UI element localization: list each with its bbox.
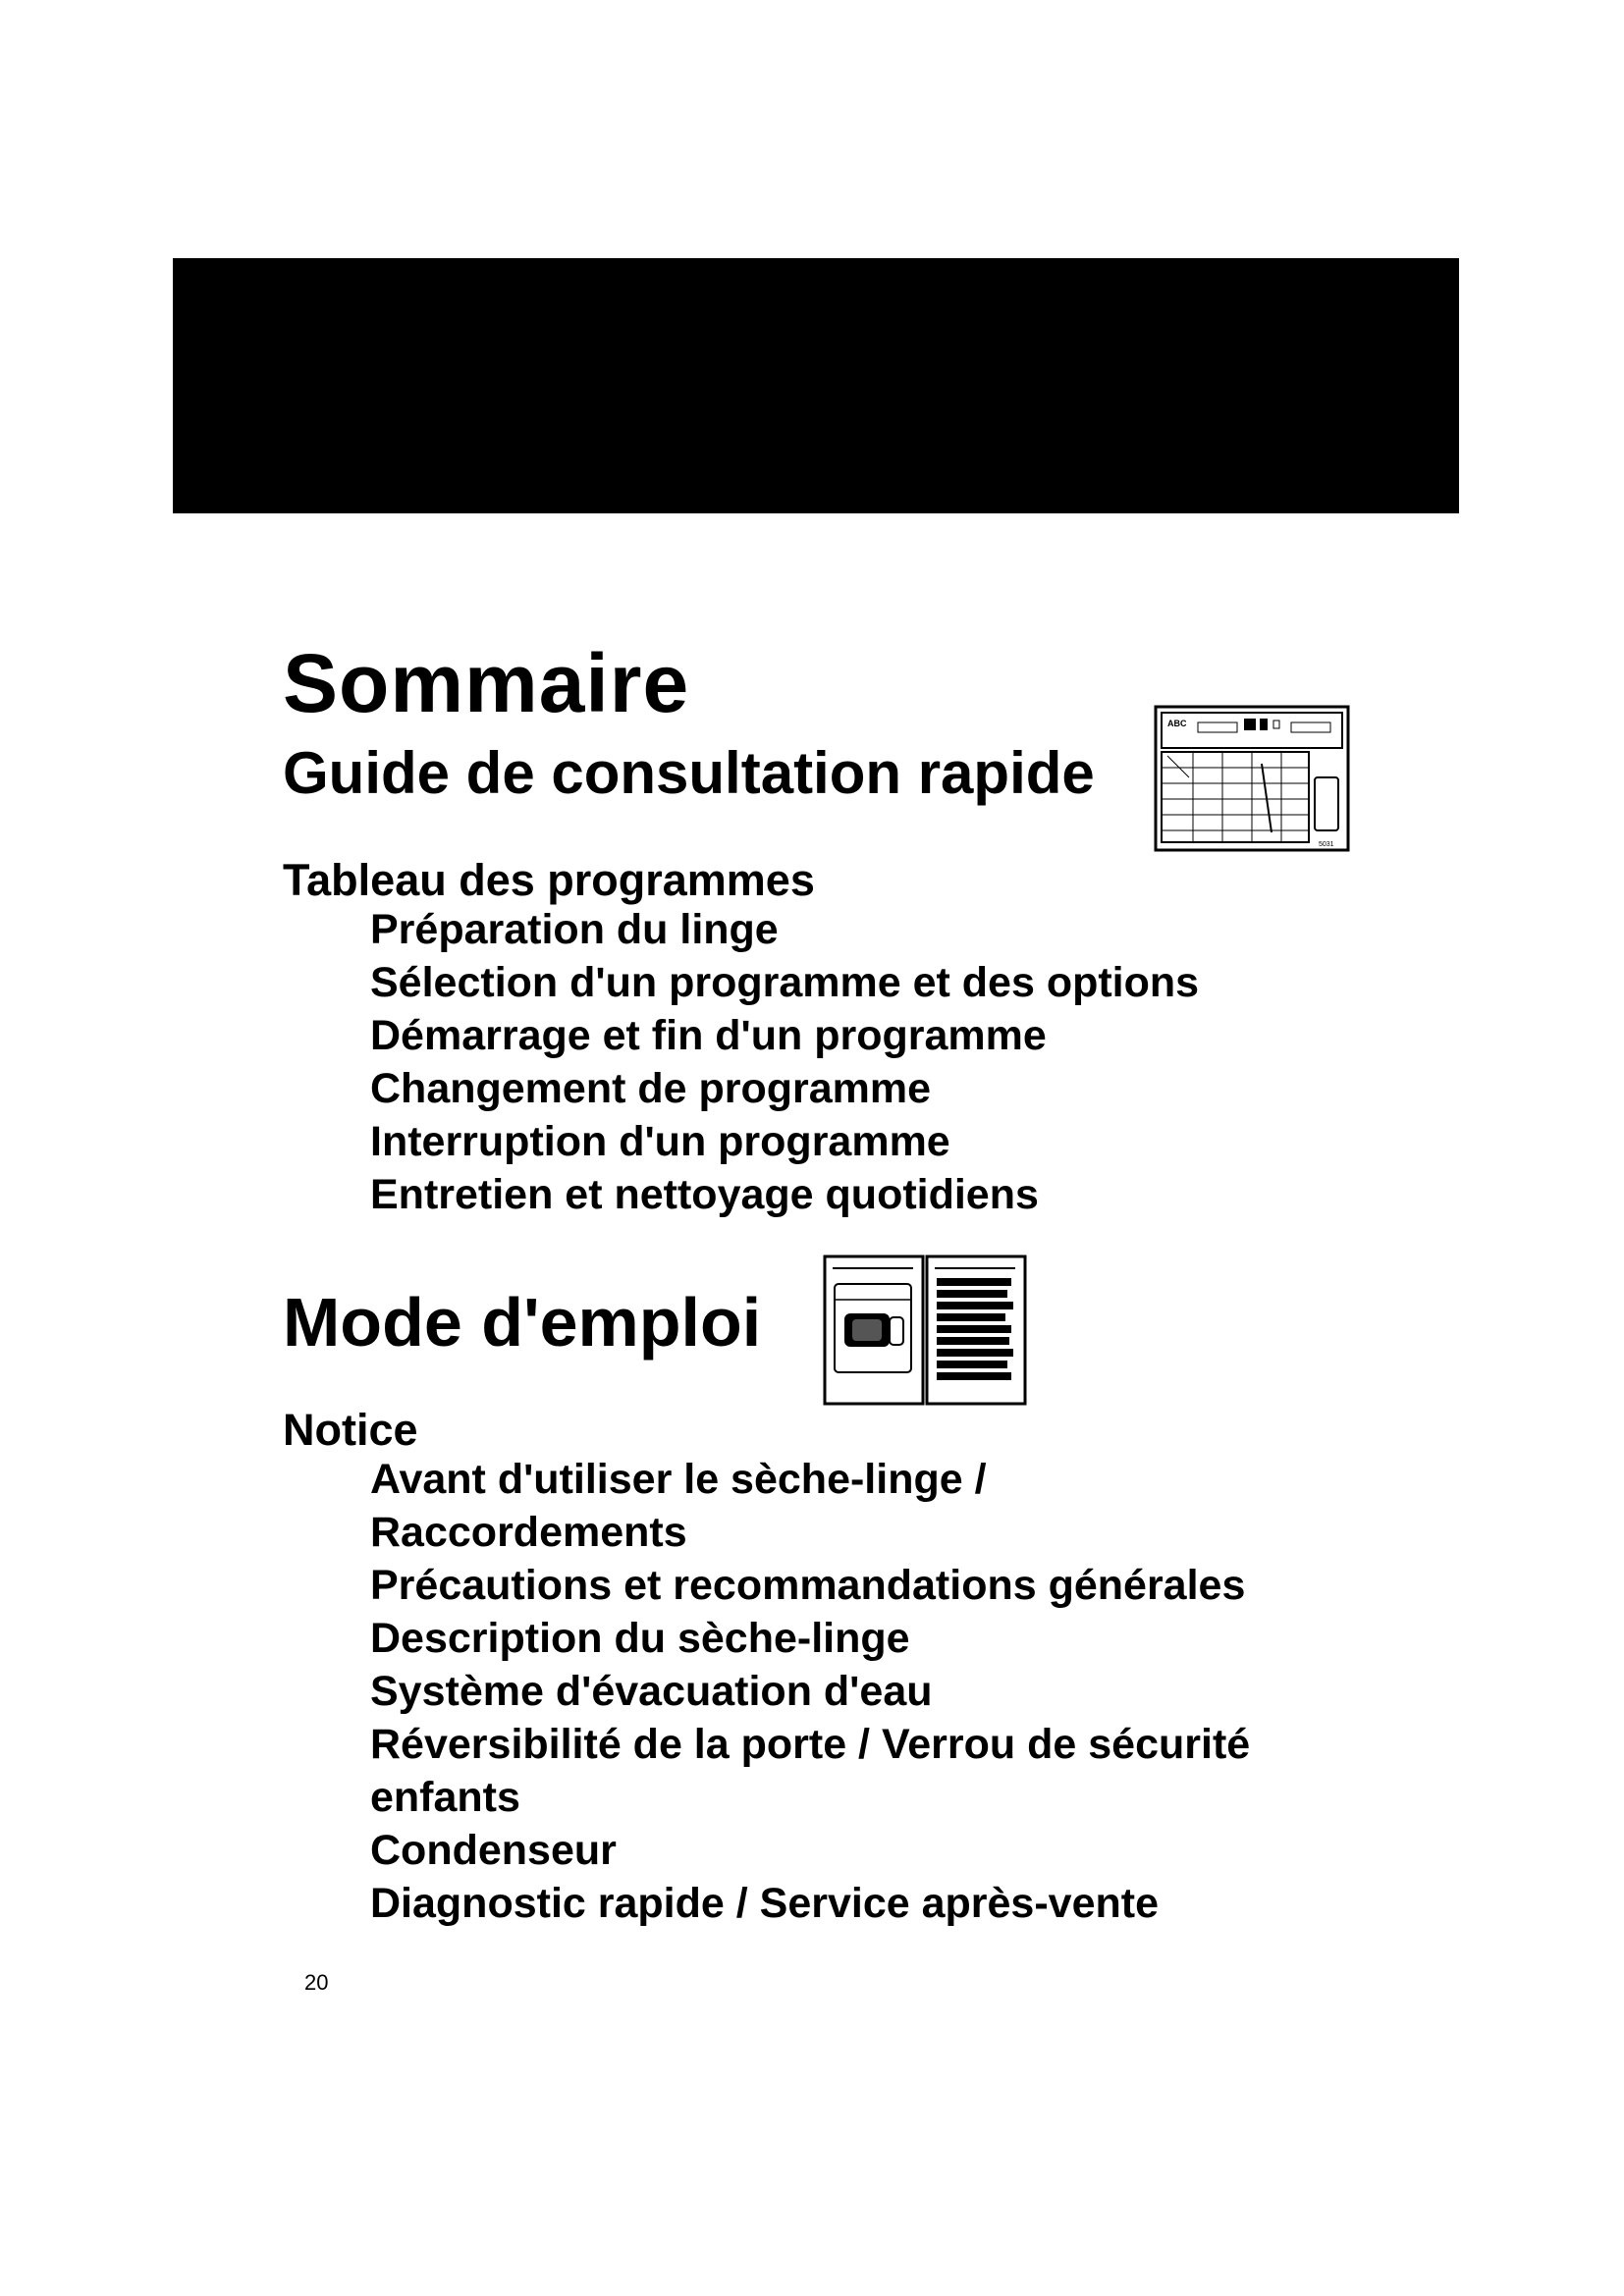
list-item: Interruption d'un programme [370, 1118, 950, 1165]
list-item: Diagnostic rapide / Service après-vente [370, 1880, 1159, 1927]
guide-items-list [370, 903, 1199, 1221]
icon-label-code: 5031 [1319, 841, 1334, 848]
icon-label-abc: ABC [1167, 719, 1187, 728]
header-banner [173, 258, 1459, 513]
list-item: Réversibilité de la porte / Verrou de sécurité [370, 1721, 1251, 1768]
list-item: Condenseur [370, 1827, 617, 1874]
list-item: Précautions et recommandations générales [370, 1562, 1246, 1609]
list-item: Démarrage et fin d'un programme [370, 1012, 1047, 1059]
list-item: Description du sèche-linge [370, 1615, 910, 1662]
list-item: Préparation du linge [370, 906, 779, 953]
list-item: Entretien et nettoyage quotidiens [370, 1171, 1039, 1218]
section-heading-mode: Mode d'emploi [283, 1284, 762, 1361]
quick-guide-chart-icon [1154, 705, 1350, 852]
page-title: Sommaire [283, 637, 690, 730]
list-item: Raccordements [370, 1509, 687, 1556]
list-item: Changement de programme [370, 1065, 932, 1112]
list-item: Avant d'utiliser le sèche-linge / [370, 1456, 987, 1503]
list-item: enfants [370, 1774, 520, 1821]
list-item: Système d'évacuation d'eau [370, 1668, 933, 1715]
section-heading-guide: Guide de consultation rapide [283, 740, 1095, 806]
list-item: Sélection d'un programme et des options [370, 959, 1200, 1006]
notice-items-list [370, 1453, 1250, 1930]
subheading-notice: Notice [283, 1405, 418, 1455]
manual-booklet-icon [823, 1255, 1027, 1406]
page-number: 20 [304, 1970, 329, 1995]
subheading-tableau: Tableau des programmes [283, 855, 815, 905]
